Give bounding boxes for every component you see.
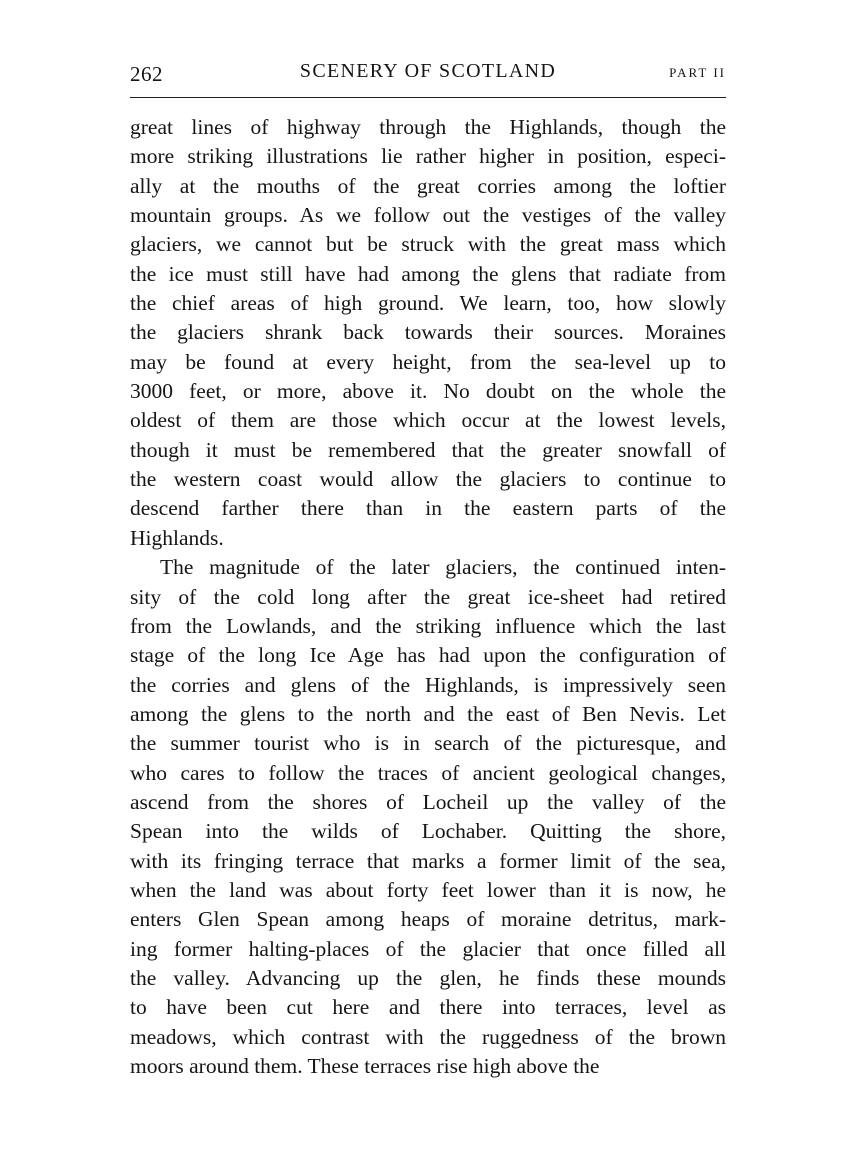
text-line: 3000 feet, or more, above it. No doubt on the whole the xyxy=(130,379,726,404)
text-line: may be found at every height, from the sea-level up to xyxy=(130,349,726,374)
text-line: ascend from the shores of Locheil up the valley of the xyxy=(130,789,726,814)
part-label: PART II xyxy=(669,65,726,80)
text-line: among the glens to the north and the east of Ben Nevis. Let xyxy=(130,701,726,726)
text-line: who cares to follow the traces of ancient geological changes, xyxy=(130,760,726,785)
text-line: oldest of them are those which occur at the lowest levels, xyxy=(130,408,726,433)
text-line: glaciers, we cannot but be struck with the great mass which xyxy=(130,232,726,257)
text-line: the corries and glens of the Highlands, is impressively seen xyxy=(130,672,726,697)
text-line: the ice must still have had among the glens that radiate from xyxy=(130,261,726,286)
text-line: stage of the long Ice Age has had upon the configuration of xyxy=(130,643,726,668)
text-line: meadows, which contrast with the ruggedness of the brown xyxy=(130,1024,726,1049)
text-line: Spean into the wilds of Lochaber. Quitting the shore, xyxy=(130,819,726,844)
text-line: the glaciers shrank back towards their sources. Moraines xyxy=(130,320,726,345)
running-title: SCENERY OF SCOTLAND xyxy=(299,60,557,82)
paragraph xyxy=(130,553,726,1081)
text-line: ing former halting-places of the glacier that once filled all xyxy=(130,936,726,961)
text-line: descend farther there than in the eastern parts of the xyxy=(130,496,726,521)
text-line: the chief areas of high ground. We learn, too, how slowly xyxy=(130,291,726,316)
text-line: great lines of highway through the Highlands, though the xyxy=(130,115,726,139)
text-line: ally at the mouths of the great corries among the loftier xyxy=(130,173,726,198)
text-line: the valley. Advancing up the glen, he finds these mounds xyxy=(130,965,726,990)
page-header xyxy=(130,58,726,88)
text-line: sity of the cold long after the great ice-sheet had retired xyxy=(130,584,726,609)
text-line: the summer tourist who is in search of the picturesque, and xyxy=(130,731,726,756)
text-line: from the Lowlands, and the striking influence which the last xyxy=(130,613,726,638)
text-line: the western coast would allow the glaciers to continue to xyxy=(130,467,726,492)
text-line: though it must be remembered that the greater snowfall of xyxy=(130,437,726,462)
text-line: with its fringing terrace that marks a former limit of the sea, xyxy=(130,848,726,873)
paragraph xyxy=(130,113,726,553)
text-line: moors around them. These terraces rise high above the xyxy=(130,1054,600,1078)
text-line: Highlands. xyxy=(130,525,224,550)
body-text xyxy=(130,113,726,1081)
text-line: more striking illustrations lie rather higher in position, especi- xyxy=(130,144,726,169)
text-line: enters Glen Spean among heaps of moraine detritus, mark- xyxy=(130,907,726,932)
header-rule xyxy=(130,97,726,98)
text-line: mountain groups. As we follow out the vestiges of the valley xyxy=(130,203,726,228)
text-line: The magnitude of the later glaciers, the continued inten- xyxy=(160,555,726,580)
text-line: when the land was about forty feet lower than it is now, he xyxy=(130,877,726,902)
text-line: to have been cut here and there into terraces, level as xyxy=(130,995,726,1020)
page-number: 262 xyxy=(130,62,163,86)
